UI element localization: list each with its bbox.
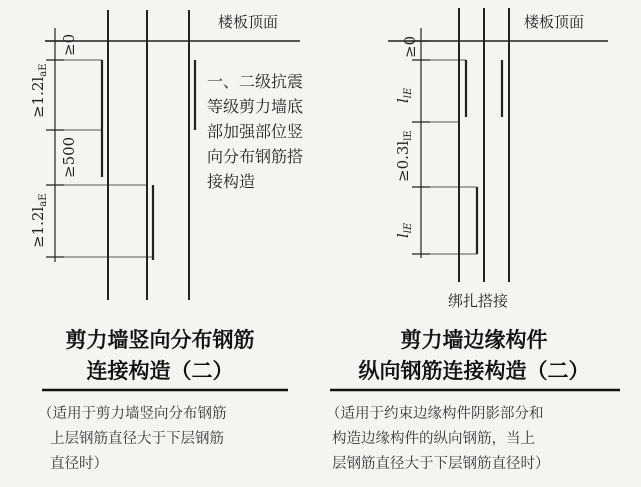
- left-note-line-3: 部加强部位竖: [207, 122, 304, 141]
- right-title-line-2: 纵向钢筋连接构造（二）: [358, 359, 590, 383]
- left-note-line-5: 接构造: [207, 172, 256, 191]
- right-caption-1: （适用于约束边缘构件阴影部分和: [326, 406, 544, 422]
- left-note-line-2: 等级剪力墙底: [207, 97, 304, 116]
- left-caption-1: （适用于剪力墙竖向分布钢筋: [38, 406, 227, 422]
- right-dim-1: $l_{lE}$: [394, 87, 414, 103]
- right-caption-2: 构造边缘构件的纵向钢筋，当上: [332, 431, 535, 447]
- left-caption-3: 直径时）: [50, 456, 108, 472]
- left-dim-1: $\ge 1.2l_{aE}$: [29, 63, 49, 118]
- left-dim-3: $\ge 1.2l_{aE}$: [29, 193, 49, 248]
- right-slab-label: 楼板顶面: [524, 13, 585, 31]
- left-note-line-4: 向分布钢筋搭: [207, 147, 304, 166]
- left-dim-2: ≥500: [60, 136, 78, 178]
- left-caption-2: 上层钢筋直径大于下层钢筋: [50, 431, 224, 447]
- right-diagram: [326, 8, 620, 472]
- left-note: [207, 72, 303, 191]
- left-diagram: [29, 10, 303, 472]
- left-slab-label: 楼板顶面: [218, 13, 279, 31]
- right-caption-3: 层钢筋直径大于下层钢筋直径时）: [332, 456, 550, 472]
- right-dim-3: $l_{lE}$: [394, 222, 414, 238]
- right-bottom-label: 绑扎搭接: [448, 292, 509, 310]
- left-note-line-1: 一、二级抗震: [207, 72, 304, 91]
- right-title-line-1: 剪力墙边缘构件: [400, 328, 548, 352]
- right-dim-top: ≥0: [401, 35, 419, 58]
- right-dim-2: $\ge 0.3l_{lE}$: [394, 130, 414, 182]
- left-title-line-1: 剪力墙竖向分布钢筋: [65, 328, 255, 352]
- left-dim-top: ≥0: [60, 33, 78, 56]
- left-title-line-2: 连接构造（二）: [86, 359, 234, 383]
